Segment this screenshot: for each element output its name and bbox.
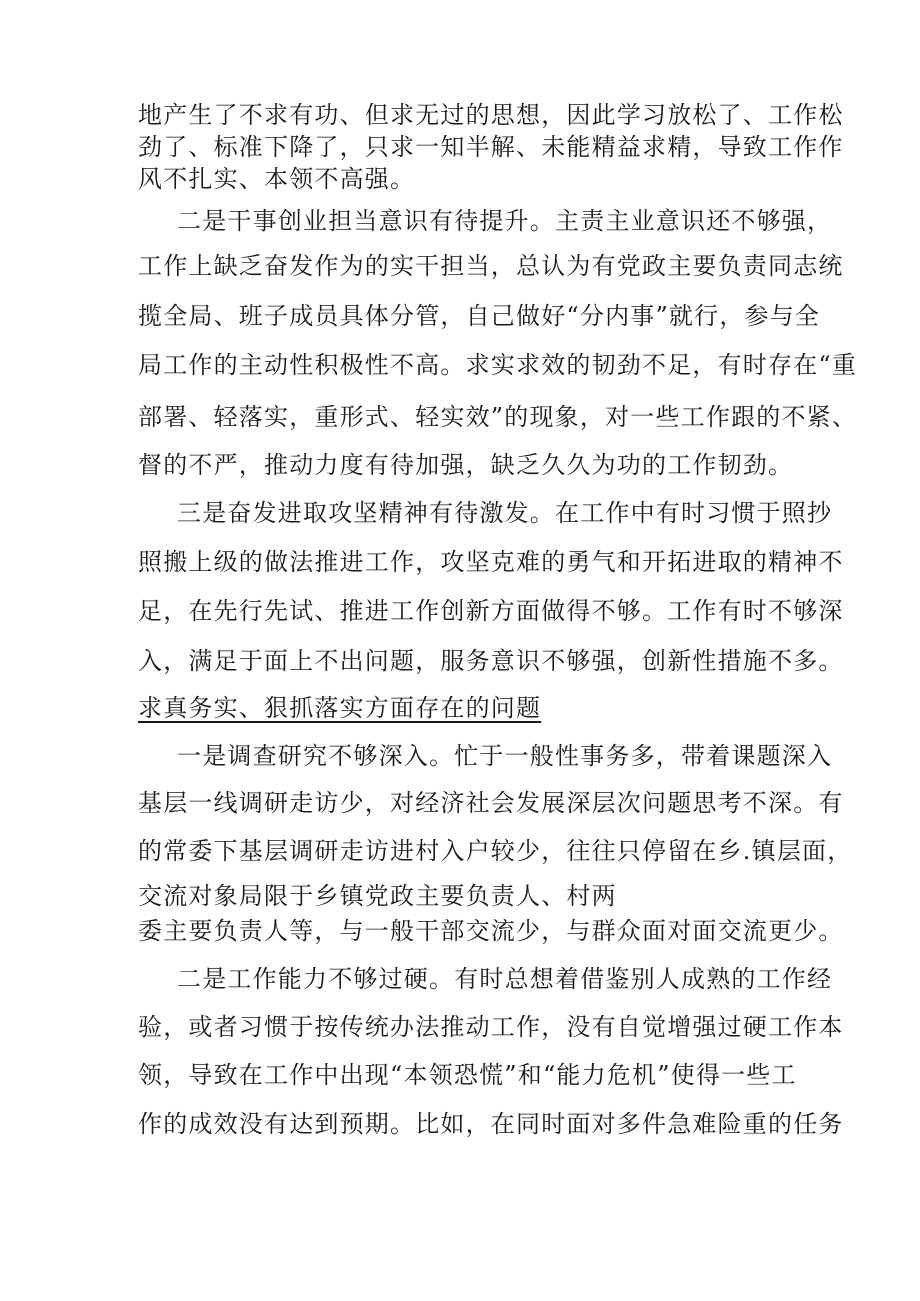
paragraph-line: 验，或者习惯于按传统办法推动工作，没有自觉增强过硬工作本	[138, 1013, 844, 1041]
paragraph-line: 交流对象局限于乡镇党政主要负责人、村两	[138, 882, 617, 910]
paragraph-line: 二是干事创业担当意识有待提升。主责主业意识还不够强，	[177, 207, 833, 235]
paragraph-line: 地产生了不求有功、但求无过的思想，因此学习放松了、工作松	[138, 101, 844, 129]
paragraph-line: 基层一线调研走访少，对经济社会发展深层次问题思考不深。有	[138, 789, 844, 817]
paragraph-line: 风不扎实、本领不高强。	[138, 165, 416, 193]
paragraph-line: 二是工作能力不够过硬。有时总想着借鉴别人成熟的工作经	[177, 965, 833, 993]
paragraph-line: 局工作的主动性积极性不高。求实求效的韧劲不足，有时存在“重	[138, 351, 858, 379]
paragraph-line: 工作上缺乏奋发作为的实干担当，总认为有党政主要负责同志统	[138, 252, 844, 280]
paragraph-line: 揽全局、班子成员具体分管，自己做好“分内事”就行，参与全	[138, 302, 821, 330]
paragraph-line: 三是奋发进取攻坚精神有待激发。在工作中有时习惯于照抄	[177, 499, 833, 527]
paragraph-line: 的常委下基层调研走访进村入户较少，往往只停留在乡.镇层面，	[138, 837, 853, 865]
paragraph-line: 照搬上级的做法推进工作，攻坚克难的勇气和开拓进取的精神不	[138, 548, 844, 576]
paragraph-line: 劲了、标准下降了，只求一知半解、未能精益求精，导致工作作	[138, 133, 844, 161]
paragraph-line: 足，在先行先试、推进工作创新方面做得不够。工作有时不够深	[138, 597, 844, 625]
paragraph-line: 委主要负责人等，与一般干部交流少，与群众面对面交流更少。	[138, 917, 844, 945]
paragraph-line: 入，满足于面上不出问题，服务意识不够强，创新性措施不多。	[138, 647, 844, 675]
paragraph-line: 一是调查研究不够深入。忙于一般性事务多，带着课题深入	[177, 742, 833, 770]
paragraph-line: 督的不严，推动力度有待加强，缺乏久久为功的工作韧劲。	[138, 451, 794, 479]
section-heading: 求真务实、狠抓落实方面存在的问题	[138, 694, 542, 722]
paragraph-line: 部署、轻落实，重形式、轻实效”的现象，对一些工作跟的不紧、	[138, 403, 858, 431]
paragraph-line: 领，导致在工作中出现“本领恐慌”和“能力危机”使得一些工	[138, 1061, 797, 1089]
paragraph-line: 作的成效没有达到预期。比如，在同时面对多件急难险重的任务	[138, 1110, 844, 1138]
